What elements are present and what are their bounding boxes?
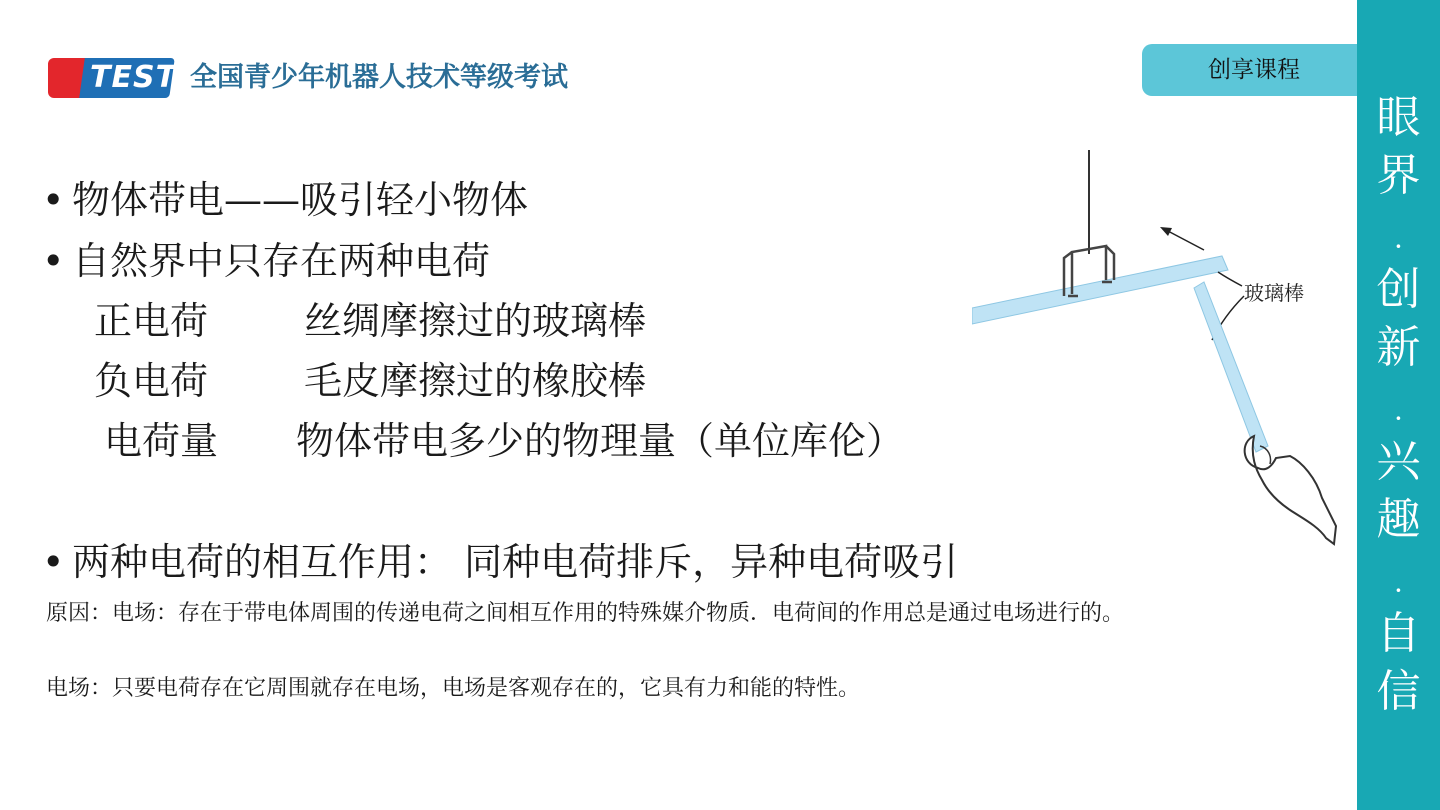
course-tab[interactable] [1142, 44, 1372, 96]
arrow-line [1166, 230, 1204, 250]
bullet-text: 物体带电——吸引轻小物体 [72, 178, 529, 222]
org-title: 全国青少年机器人技术等级考试 [190, 62, 568, 93]
side-dot: · [1394, 574, 1403, 607]
charge-desc: 物体带电多少的物理量（单位库伦） [296, 419, 905, 463]
bullet-dot: • [42, 540, 65, 584]
side-char: 信 [1376, 666, 1421, 717]
reason-paragraph: 原因：电场：存在于带电体周围的传递电荷之间相互作用的特殊媒介物质．电荷间的作用总是通过电场进行的。 [46, 601, 1125, 626]
negative-label: 负电荷 [94, 359, 209, 403]
side-char: 创 [1376, 264, 1421, 315]
bullet-text: 自然界中只存在两种电荷 [72, 239, 491, 283]
glass-rod-figure [972, 146, 1342, 550]
side-char: 新 [1376, 322, 1421, 373]
side-bar [1357, 0, 1440, 810]
side-dot: · [1394, 402, 1403, 435]
logo-text: TEST [90, 60, 178, 95]
side-char: 眼 [1376, 92, 1421, 143]
suspended-rod [972, 256, 1228, 324]
bullet-text: 两种电荷的相互作用： 同种电荷排斥，异种电荷吸引 [72, 540, 959, 584]
arrow-head-icon [1160, 227, 1172, 236]
bullet-interaction [42, 538, 958, 586]
leader-line [1218, 272, 1242, 286]
figure-label: 玻璃棒 [1244, 281, 1304, 305]
side-dot: · [1394, 230, 1403, 263]
side-char: 界 [1376, 150, 1421, 201]
hand-icon [1245, 436, 1336, 544]
bullet-charged-object [42, 176, 528, 224]
field-paragraph: 电场：只要电荷存在它周围就存在电场，电场是客观存在的，它具有力和能的特性。 [46, 676, 861, 701]
held-rod [1194, 282, 1268, 452]
logo [48, 58, 178, 98]
positive-label: 正电荷 [94, 299, 209, 343]
bullet-two-charges [42, 237, 490, 285]
side-char: 兴 [1376, 436, 1421, 487]
charge-label: 电荷量 [104, 419, 219, 463]
bullet-dot: • [42, 178, 65, 222]
bullet-dot: • [42, 239, 65, 283]
negative-desc: 毛皮摩擦过的橡胶棒 [304, 359, 647, 403]
side-char: 趣 [1376, 494, 1421, 545]
course-tab-label: 创享课程 [1208, 57, 1300, 83]
positive-desc: 丝绸摩擦过的玻璃棒 [304, 299, 647, 343]
side-char: 自 [1376, 608, 1421, 659]
